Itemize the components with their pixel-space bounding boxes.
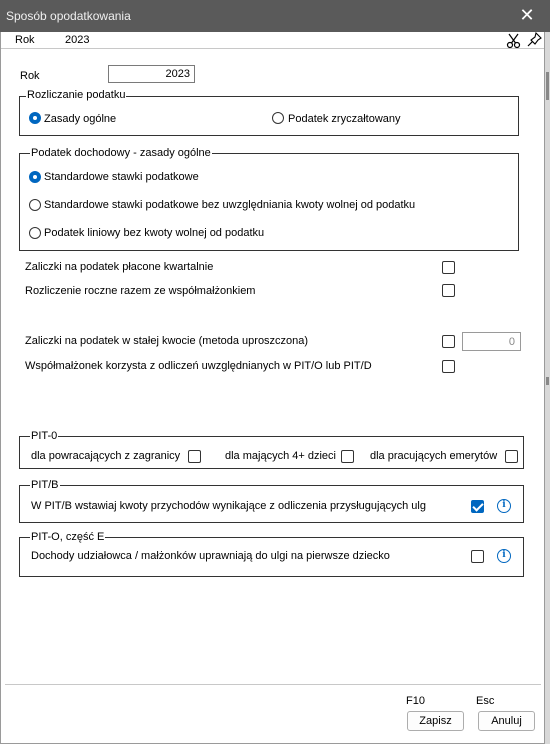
podatek-dochodowy-legend: Podatek dochodowy - zasady ogólne xyxy=(31,147,211,159)
pito-info-icon[interactable]: i xyxy=(497,549,511,563)
dialog xyxy=(0,32,545,744)
stala-kwota-input[interactable] xyxy=(462,332,521,351)
pit0-4plus-dzieci-label: dla mających 4+ dzieci xyxy=(225,450,336,462)
pitb-legend: PIT/B xyxy=(31,479,59,491)
stala-kwota-label: Zaliczki na podatek w stałej kwocie (metoda uproszczona) xyxy=(25,335,309,347)
rozliczanie-podatku-legend: Rozliczanie podatku xyxy=(27,89,126,101)
radio-zasady-ogolne[interactable] xyxy=(29,112,41,124)
radio-podatek-liniowy-label[interactable]: Podatek liniowy bez kwoty wolnej od podatku xyxy=(44,227,265,239)
toolbar-rok-value[interactable]: 2023 xyxy=(65,34,90,46)
toolbar-rok-label: Rok xyxy=(15,34,35,46)
pit0-emeryci-checkbox[interactable] xyxy=(505,450,518,463)
edge-mark xyxy=(546,72,549,100)
cancel-button[interactable]: Anuluj xyxy=(478,711,535,731)
pito-checkbox[interactable] xyxy=(471,550,484,563)
zaliczki-kwartalnie-checkbox[interactable] xyxy=(442,261,455,274)
background-window-edge xyxy=(545,32,550,744)
stala-kwota-checkbox[interactable] xyxy=(442,335,455,348)
pit0-powracajacy-checkbox[interactable] xyxy=(188,450,201,463)
odliczenia-pito-checkbox[interactable] xyxy=(442,360,455,373)
radio-standardowe-bez-kwoty[interactable] xyxy=(29,199,41,211)
footer-divider xyxy=(5,684,541,685)
pito-legend: PIT-O, część E xyxy=(31,531,105,543)
close-icon[interactable]: ✕ xyxy=(519,5,535,25)
pito-label: Dochody udziałowca / małżonków uprawniają do ulgi na pierwsze dziecko xyxy=(31,550,390,562)
radio-podatek-liniowy[interactable] xyxy=(29,227,41,239)
rok-label: Rok xyxy=(20,70,40,82)
pitb-label: W PIT/B wstawiaj kwoty przychodów wynikające z odliczenia przysługujących ulg xyxy=(31,500,426,512)
rozliczenie-wspolmalzonek-label: Rozliczenie roczne razem ze współmałżonkiem xyxy=(25,285,256,297)
pitb-info-icon[interactable]: i xyxy=(497,499,511,513)
window-titlebar xyxy=(0,0,550,32)
edge-mark xyxy=(546,377,549,385)
pit0-powracajacy-label: dla powracających z zagranicy xyxy=(31,450,181,462)
rozliczenie-wspolmalzonek-checkbox[interactable] xyxy=(442,284,455,297)
zaliczki-kwartalnie-label: Zaliczki na podatek płacone kwartalnie xyxy=(25,261,214,273)
pin-icon[interactable] xyxy=(526,32,544,49)
radio-zasady-ogolne-label[interactable]: Zasady ogólne xyxy=(44,113,117,125)
rok-input[interactable] xyxy=(108,65,195,83)
scissors-icon[interactable] xyxy=(505,32,523,49)
window-title: Sposób opodatkowania xyxy=(6,9,131,23)
radio-standardowe-stawki-label[interactable]: Standardowe stawki podatkowe xyxy=(44,171,199,183)
radio-standardowe-bez-kwoty-label[interactable]: Standardowe stawki podatkowe bez uwzględniania kwoty wolnej od podatku xyxy=(44,199,416,211)
radio-podatek-zryczaltowany-label[interactable]: Podatek zryczałtowany xyxy=(288,113,401,125)
save-button[interactable]: Zapisz xyxy=(407,711,464,731)
pitb-checkbox[interactable] xyxy=(471,500,484,513)
radio-standardowe-stawki[interactable] xyxy=(29,171,41,183)
pit0-legend: PIT-0 xyxy=(31,430,58,442)
pit0-4plus-dzieci-checkbox[interactable] xyxy=(341,450,354,463)
pit0-emeryci-label: dla pracujących emerytów xyxy=(370,450,498,462)
radio-podatek-zryczaltowany[interactable] xyxy=(272,112,284,124)
save-shortcut: F10 xyxy=(406,695,425,707)
odliczenia-pito-label: Współmałżonek korzysta z odliczeń uwzględnianych w PIT/O lub PIT/D xyxy=(25,360,372,372)
toolbar xyxy=(1,32,544,49)
cancel-shortcut: Esc xyxy=(476,695,495,707)
